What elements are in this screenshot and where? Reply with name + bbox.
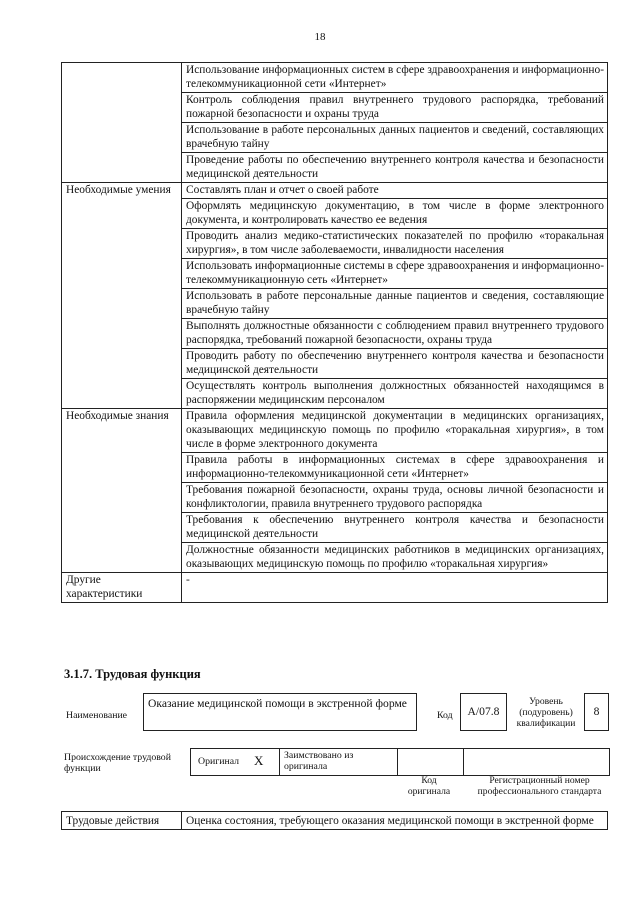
labor-actions-label: Трудовые действия: [62, 812, 182, 830]
name-value: Оказание медицинской помощи в экстренной форме: [148, 697, 407, 710]
code-label: Код: [437, 710, 453, 721]
row-label: Необходимые умения: [62, 183, 182, 409]
row-label: Необходимые знания: [62, 409, 182, 573]
table-row: [62, 63, 608, 93]
row-item: Проводить анализ медико-статистических показателей по профилю «торакальная хирургия», в том числе заболеваемости, инвалидности населения: [182, 229, 608, 259]
row-item: Контроль соблюдения правил внутреннего трудового распорядка, требований пожарной безопасности и охраны труда: [182, 93, 608, 123]
level-label: Уровень (подуровень) квалификации: [516, 696, 576, 729]
row-item: Использование информационных систем в сфере здравоохранения и информационно-телекоммуникационной сети «Интернет»: [182, 63, 608, 93]
row-item: Выполнять должностные обязанности с соблюдением правил внутреннего трудового распорядка, требований пожарной безопасности, охраны труда: [182, 319, 608, 349]
labor-actions-table: [61, 811, 608, 830]
row-item: Проводить работу по обеспечению внутреннего контроля качества и безопасности медицинской деятельности: [182, 349, 608, 379]
page-number: 18: [314, 31, 326, 43]
reg-number-label: Регистрационный номер профессионального стандарта: [477, 775, 602, 797]
row-item: Использовать информационные системы в сфере здравоохранения и информационно-телекоммуникационную сеть «Интернет»: [182, 259, 608, 289]
code-box: [460, 693, 507, 731]
code-value: A/07.8: [467, 705, 500, 718]
row-item: Проведение работы по обеспечению внутреннего контроля качества и безопасности медицинской деятельности: [182, 153, 608, 183]
origin-divider-3: [463, 748, 464, 775]
row-item: Должностные обязанности медицинских работников в медицинских организациях, оказывающих медицинскую помощь по профилю «торакальная хирургия»: [182, 543, 608, 573]
origin-code-label: Код оригинала: [407, 775, 451, 797]
origin-label: Происхождение трудовой функции: [64, 752, 171, 774]
section-title: 3.1.7. Трудовая функция: [64, 667, 201, 681]
table-row: [62, 409, 608, 453]
original-mark: X: [254, 753, 264, 768]
name-label: Наименование: [66, 710, 128, 721]
row-item: Использование в работе персональных данных пациентов и сведений, составляющих врачебную тайну: [182, 123, 608, 153]
row-item: Использовать в работе персональные данные пациентов и сведения, составляющие врачебную тайну: [182, 289, 608, 319]
level-box: [584, 693, 609, 731]
table-row: [62, 183, 608, 199]
row-item: Требования пожарной безопасности, охраны труда, основы личной безопасности и конфликтологии, правила внутреннего трудового распорядка: [182, 483, 608, 513]
row-label: Другие характеристики: [62, 573, 182, 603]
row-item: Требования к обеспечению внутреннего контроля качества и безопасности медицинской деятельности: [182, 513, 608, 543]
row-label: [62, 63, 182, 183]
original-label: Оригинал: [198, 756, 240, 767]
labor-actions-item: Оценка состояния, требующего оказания медицинской помощи в экстренной форме: [182, 812, 608, 830]
row-item: Правила оформления медицинской документации в медицинских организациях, оказывающих медицинскую помощь по профилю «торакальная хирургия», в том числе в форме электронного документа: [182, 409, 608, 453]
row-item: Составлять план и отчет о своей работе: [182, 183, 608, 199]
origin-divider-2: [397, 748, 398, 775]
competency-table: [61, 62, 608, 603]
borrowed-label: Заимствовано из оригинала: [284, 750, 354, 772]
row-item: Оформлять медицинскую документацию, в том числе в форме электронного документа, и контролировать качество ее ведения: [182, 199, 608, 229]
row-item: Осуществлять контроль выполнения должностных обязанностей находящимся в распоряжении медицинским персоналом: [182, 379, 608, 409]
origin-box: [190, 748, 610, 776]
level-value: 8: [593, 705, 600, 718]
labor-actions-row: [62, 812, 608, 830]
row-item: Правила работы в информационных системах в сфере здравоохранения и информационно-телекоммуникационной сети «Интернет»: [182, 453, 608, 483]
origin-divider-1: [279, 748, 280, 775]
name-value-box: [143, 693, 417, 731]
row-item: -: [182, 573, 608, 603]
table-row: [62, 573, 608, 603]
